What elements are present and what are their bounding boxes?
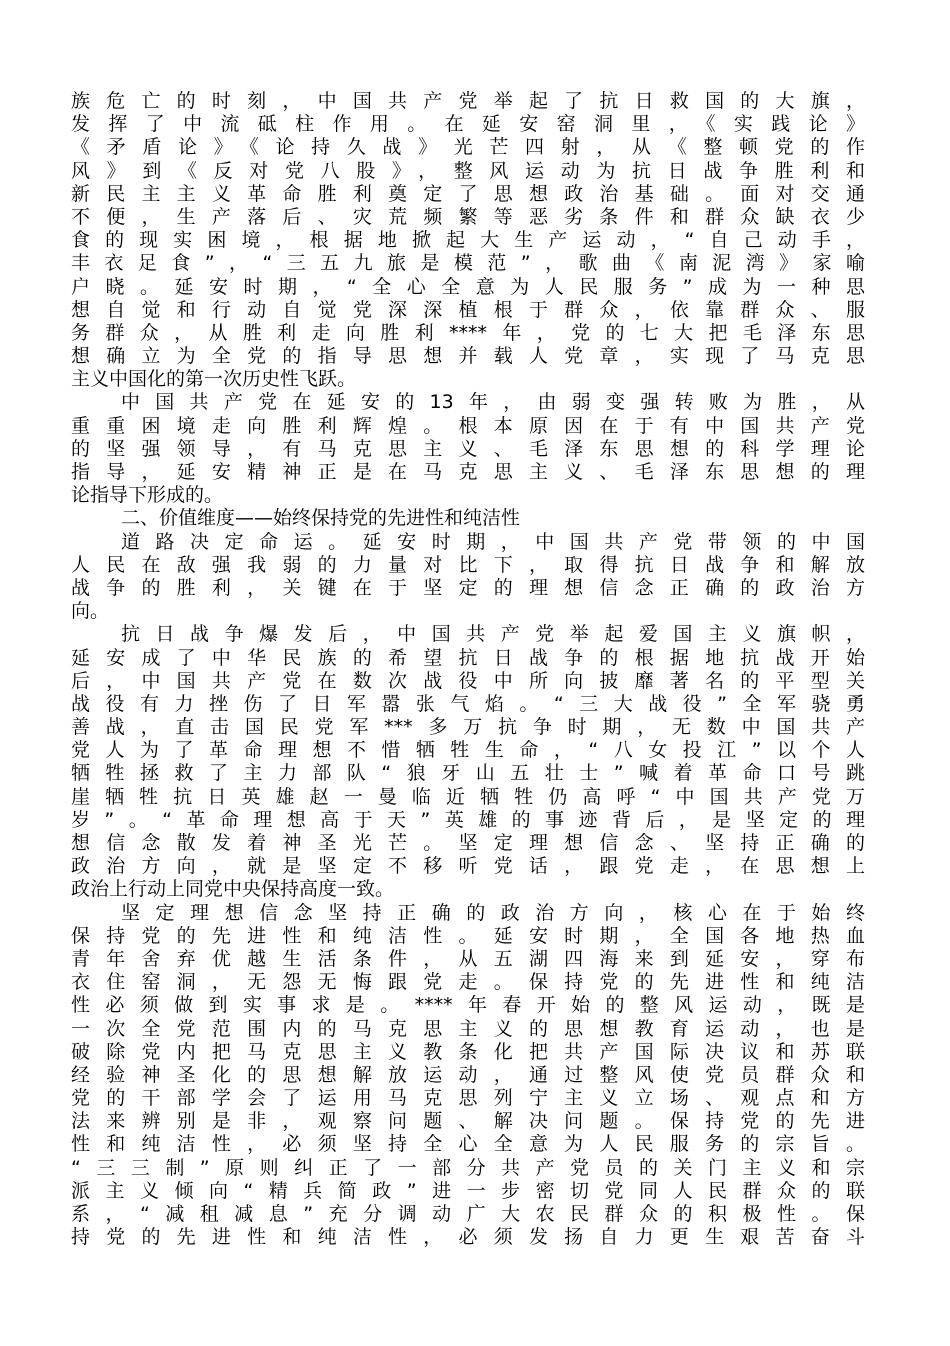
text-line: 指导，延安精神正是在马克思主义、毛泽东思想的理 (71, 461, 865, 483)
text-line: 党的干部学会了运用马克思列宁主义立场、观点和方 (71, 1087, 865, 1110)
text-line: 中国共产党在延安的13年，由弱变强转败为胜，从 (121, 391, 865, 414)
text-line: 向。 (71, 600, 110, 623)
text-line: 论指导下形成的。 (71, 484, 224, 507)
text-line: 重重困境走向胜利辉煌。根本原因在于有中国共产党 (71, 414, 865, 437)
text-line: 新民主主义革命胜利奠定了思想政治基础。面对交通 (71, 182, 865, 205)
text-line: 风》到《反对党八股》，整风运动为抗日战争胜利和 (71, 159, 865, 182)
text-line: 的坚强领导，有马克思主义、毛泽东思想的科学理论 (71, 437, 865, 460)
text-line: 岁”。“革命理想高于天”英雄的事迹背后，是坚定的理 (71, 808, 865, 831)
text-line: 一次全党范围内的马克思主义的思想教育运动，也是 (71, 1017, 865, 1040)
text-line: 抗日战争爆发后，中国共产党举起爱国主义旗帜， (121, 623, 865, 646)
text-line: 性和纯洁性，必须坚持全心全意为人民服务的宗旨。 (71, 1133, 865, 1156)
text-line: 二、价值维度——始终保持党的先进性和纯洁性 (121, 507, 521, 530)
text-line: 破除党内把马克思主义教条化把共产国际决议和苏联 (71, 1040, 865, 1063)
text-line: 发挥了中流砥柱作用。在延安窑洞里，《实践论》 (71, 113, 865, 136)
text-line: 坚定理想信念坚持正确的政治方向，核心在于始终 (121, 901, 865, 924)
text-line: 善战，直击国民党军***多万抗争时期，无数中国共产 (71, 716, 865, 739)
text-line: 衣住窑洞，无怨无悔跟党走。保持党的先进性和纯洁 (71, 971, 865, 994)
text-line: “三三制”原则纠正了一部分共产党员的关门主义和宗 (71, 1156, 865, 1179)
text-line: 丰衣足食”，“三五九旅是模范”，歌曲《南泥湾》家喻 (71, 252, 865, 275)
text-line: 人民在敌强我弱的力量对比下，取得抗日战争和解放 (71, 553, 865, 576)
text-line: 想信念散发着神圣光芒。坚定理想信念、坚持正确的 (71, 832, 865, 854)
text-line: 道路决定命运。延安时期，中国共产党带领的中国 (121, 530, 865, 553)
text-line: 法来辨别是非，观察问题、解决问题。保持党的先进 (71, 1110, 865, 1133)
text-line: 经验神圣化的思想解放运动，通过整风使党员群众和 (71, 1063, 865, 1086)
text-line: 后，中国共产党在数次战役中所向披靡著名的平型关 (71, 669, 865, 692)
text-line: 派主义倾向“精兵简政”进一步密切党同人民群众的联 (71, 1179, 865, 1202)
text-line: 保持党的先进性和纯洁性。延安时期，全国各地热血 (71, 924, 865, 947)
text-line: 主义中国化的第一次历史性飞跃。 (71, 368, 357, 391)
text-line: 户晓。延安时期，“全心全意为人民服务”成为一种思 (71, 275, 865, 298)
text-line: 想确立为全党的指导思想并载人党章，实现了马克思 (71, 345, 865, 368)
text-line: 崖牺牲抗日英雄赵一曼临近牺牲仍高呼“中国共产党万 (71, 785, 865, 808)
text-line: 牺牲拯救了主力部队“狼牙山五壮士”喊着革命口号跳 (71, 762, 865, 785)
text-line: 政治方向，就是坚定不移听党话，跟党走，在思想上 (71, 855, 865, 878)
text-line: 政治上行动上同党中央保持高度一致。 (71, 878, 395, 901)
text-line: 系，“减租减息”充分调动广大农民群众的积极性。保 (71, 1203, 865, 1225)
text-line: 族危亡的时刻，中国共产党举起了抗日救国的大旗， (71, 90, 865, 112)
text-line: 性必须做到实事求是。****年春开始的整风运动，既是 (71, 994, 865, 1017)
document-page (71, 90, 865, 1249)
text-line: 党人为了革命理想不惜牺牲生命，“八女投江”以个人 (71, 739, 865, 762)
text-line: 务群众，从胜利走向胜利****年，党的七大把毛泽东思 (71, 321, 865, 344)
text-line: 不便，生产落后、灾荒频繁等恶劣条件和群众缺衣少 (71, 205, 865, 228)
text-line: 延安成了中华民族的希望抗日战争的根据地抗战开始 (71, 646, 865, 669)
text-line: 青年舍弃优越生活条件，从五湖四海来到延安，穿布 (71, 947, 865, 970)
text-line: 想自觉和行动自觉党深深植根于群众，依靠群众、服 (71, 298, 865, 321)
text-line: 战争的胜利，关键在于坚定的理想信念正确的政治方 (71, 576, 865, 599)
text-line: 《矛盾论》《论持久战》光芒四射，从《整顿党的作 (71, 136, 865, 159)
text-line: 持党的先进性和纯洁性，必须发扬自力更生艰苦奋斗 (71, 1226, 865, 1249)
text-line: 战役有力挫伤了日军嚣张气焰。“三大战役”全军骁勇 (71, 692, 865, 715)
text-line: 食的现实困境，根据地掀起大生产运动，“自己动手， (71, 229, 865, 252)
